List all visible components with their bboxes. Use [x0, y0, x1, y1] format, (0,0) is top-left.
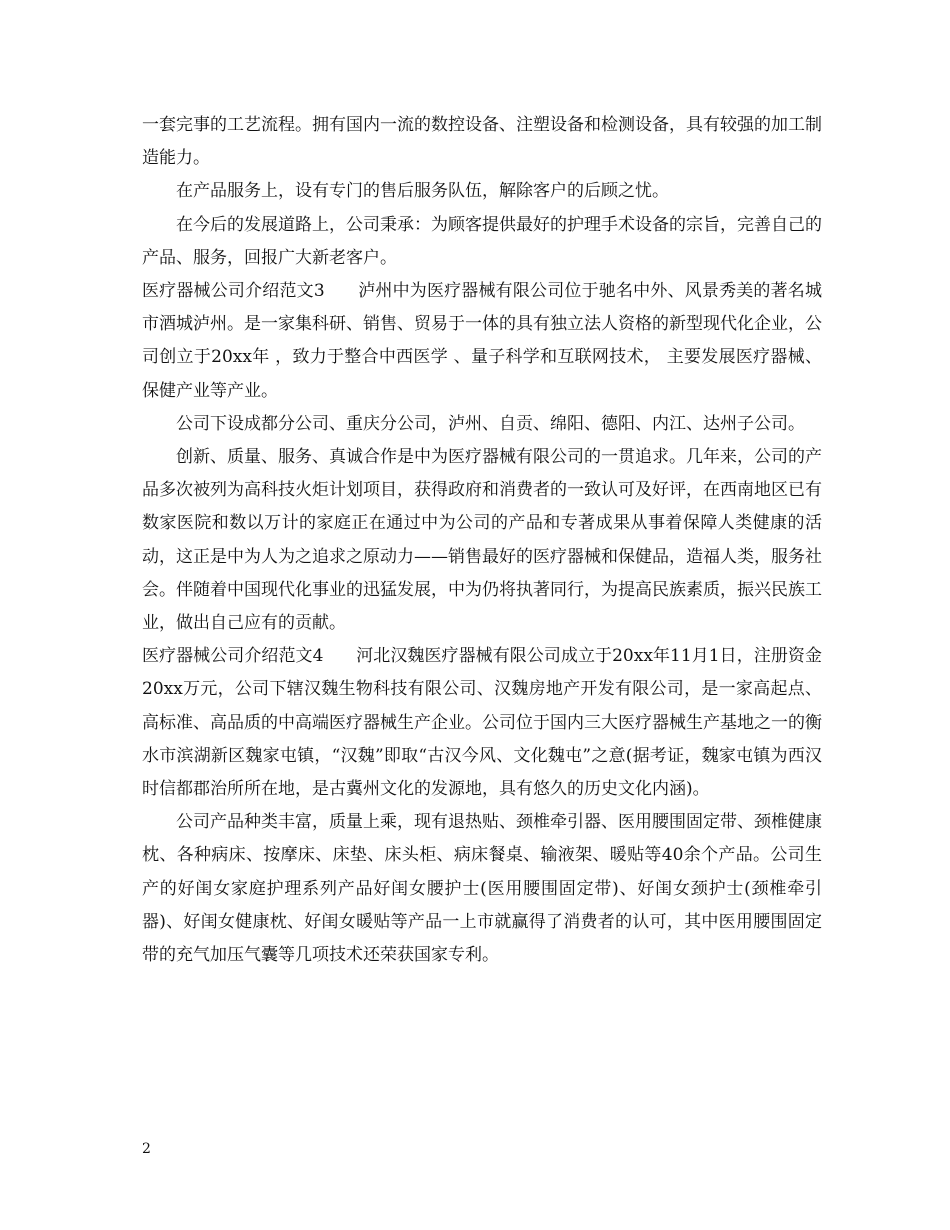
- paragraph-text: 一套完事的工艺流程。拥有国内一流的数控设备、注塑设备和检测设备，具有较强的加工制造能力。: [142, 115, 822, 169]
- paragraph-text: 在产品服务上，设有专门的售后服务队伍，解除客户的后顾之忧。: [176, 181, 669, 202]
- paragraph-6: [142, 441, 822, 640]
- paragraph-7: [142, 640, 822, 806]
- paragraph-text: 河北汉魏医疗器械有限公司成立于20xx年11月1日，注册资金20xx万元，公司下辖汉魏生物科技有限公司、汉魏房地产开发有限公司，是一家高起点、高标准、高品质的中高端医疗器械生产企业。公司位于国内三大医疗器械生产基地之一的衡水市滨湖新区魏家屯镇，“汉魏”即取“古汉今风、文化魏屯”之意(据考证，魏家屯镇为西汉时信都郡治所所在地，是古冀州文化的发源地，具有悠久的历史文化内涵)。: [142, 646, 822, 800]
- paragraph-5: [142, 408, 822, 441]
- paragraph-8: [142, 806, 822, 972]
- section-heading: 医疗器械公司介绍范文3: [142, 281, 325, 302]
- paragraph-text: 泸州中为医疗器械有限公司位于驰名中外、风景秀美的著名城市酒城泸州。是一家集科研、销售、贸易于一体的具有独立法人资格的新型现代化企业，公司创立于20xx年 ，致力于整合中西医学 、量子科学和互联网技术， 主要发展医疗器械、保健产业等产业。: [142, 281, 822, 401]
- paragraph-4: [142, 275, 822, 408]
- paragraph-text: 在今后的发展道路上，公司秉承：为顾客提供最好的护理手术设备的宗旨，完善自己的产品、服务，回报广大新老客户。: [142, 214, 822, 268]
- paragraph-text: 公司产品种类丰富，质量上乘，现有退热贴、颈椎牵引器、医用腰围固定带、颈椎健康枕、各种病床、按摩床、床垫、床头柜、病床餐桌、输液架、暖贴等40余个产品。公司生产的好闺女家庭护理系列产品好闺女腰护士(医用腰围固定带)、好闺女颈护士(颈椎牵引器)、好闺女健康枕、好闺女暖贴等产品一上市就赢得了消费者的认可，其中医用腰围固定带的充气加压气囊等几项技术还荣获国家专利。: [142, 812, 822, 966]
- paragraph-1: [142, 109, 822, 175]
- paragraph-text: 创新、质量、服务、真诚合作是中为医疗器械有限公司的一贯追求。几年来，公司的产品多次被列为高科技火炬计划项目，获得政府和消费者的一致认可及好评，在西南地区已有数家医院和数以万计的家庭正在通过中为公司的产品和专著成果从事着保障人类健康的活动，这正是中为人为之追求之原动力——销售最好的医疗器械和保健品，造福人类，服务社会。伴随着中国现代化事业的迅猛发展，中为仍将执著同行，为提高民族素质，振兴民族工业，做出自己应有的贡献。: [142, 447, 822, 634]
- section-heading: 医疗器械公司介绍范文4: [142, 646, 324, 667]
- paragraph-3: [142, 209, 822, 275]
- paragraph-text: 公司下设成都分公司、重庆分公司，泸州、自贡、绵阳、德阳、内江、达州子公司。: [176, 413, 805, 434]
- paragraph-2: [142, 175, 822, 208]
- page-number: 2: [142, 1141, 151, 1157]
- document-body: [142, 109, 822, 972]
